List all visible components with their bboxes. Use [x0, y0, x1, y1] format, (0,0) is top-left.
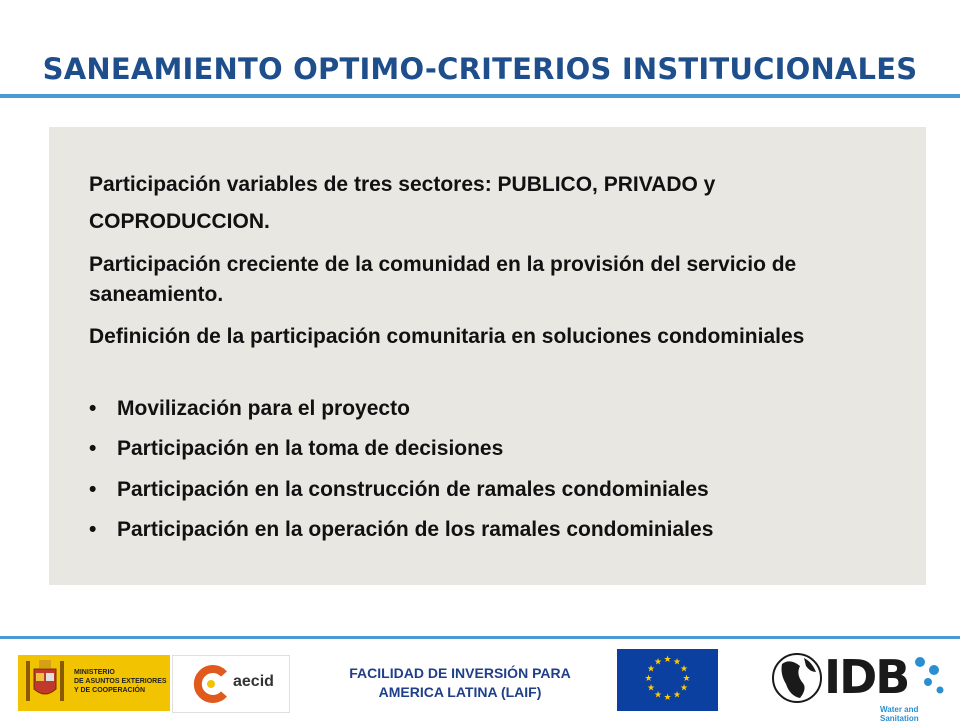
bullet-text: Participación en la operación de los ramales condominiales	[117, 518, 714, 541]
idb-logo	[770, 650, 950, 723]
slide-title: SANEAMIENTO OPTIMO-CRITERIOS INSTITUCIONALES	[42, 52, 918, 86]
bullet-item	[89, 436, 889, 462]
svg-text:★: ★	[663, 655, 672, 665]
footer-divider	[0, 636, 960, 639]
paragraph-comunidad: Participación creciente de la comunidad en la provisión del servicio de saneamiento.	[89, 253, 797, 306]
svg-text:★: ★	[672, 657, 682, 668]
bullet-item	[89, 477, 889, 503]
bullet-item	[89, 396, 889, 422]
ministerio-logo	[18, 655, 170, 711]
laif-line: AMERICA LATINA (LAIF)	[378, 684, 542, 700]
bullet-text: Participación en la toma de decisiones	[117, 437, 504, 460]
bullet-item	[89, 517, 889, 543]
title-divider	[0, 94, 960, 98]
ministerio-line: Y DE COOPERACIÓN	[74, 687, 146, 694]
svg-text:★: ★	[682, 674, 691, 684]
idb-wordmark: IDB	[824, 650, 909, 704]
bullet-text: Participación en la construcción de ramales condominiales	[117, 478, 709, 501]
svg-text:★: ★	[653, 657, 663, 668]
svg-text:★: ★	[672, 690, 682, 701]
aecid-logo	[172, 655, 290, 713]
paragraph-definicion: Definición de la participación comunitaria en soluciones condominiales	[89, 325, 805, 348]
svg-text:★: ★	[646, 683, 656, 694]
ministerio-line: DE ASUNTOS EXTERIORES	[74, 678, 167, 685]
bullet-marker: •	[89, 437, 97, 460]
idb-subtitle: Water and Sanitation	[880, 705, 919, 723]
svg-text:★: ★	[679, 664, 689, 675]
svg-text:★: ★	[644, 674, 653, 684]
bullet-marker: •	[89, 397, 97, 420]
aecid-c-icon	[191, 664, 231, 704]
svg-text:★: ★	[663, 693, 672, 703]
bullet-marker: •	[89, 478, 97, 501]
paragraph-coproduccion: COPRODUCCION.	[89, 210, 270, 233]
eu-stars-icon	[617, 649, 718, 711]
svg-text:★: ★	[653, 690, 663, 701]
svg-text:★: ★	[646, 664, 656, 675]
bullet-marker: •	[89, 518, 97, 541]
aecid-wordmark: aecid	[233, 673, 274, 690]
eu-flag-icon	[617, 649, 718, 711]
bullet-text: Movilización para el proyecto	[117, 397, 410, 420]
paragraph-sectors: Participación variables de tres sectores: PUBLICO, PRIVADO y	[89, 173, 716, 196]
ministerio-line: MINISTERIO	[74, 669, 115, 676]
svg-text:★: ★	[679, 683, 689, 694]
laif-line: FACILIDAD DE INVERSIÓN PARA	[349, 665, 571, 681]
laif-label	[300, 664, 620, 702]
